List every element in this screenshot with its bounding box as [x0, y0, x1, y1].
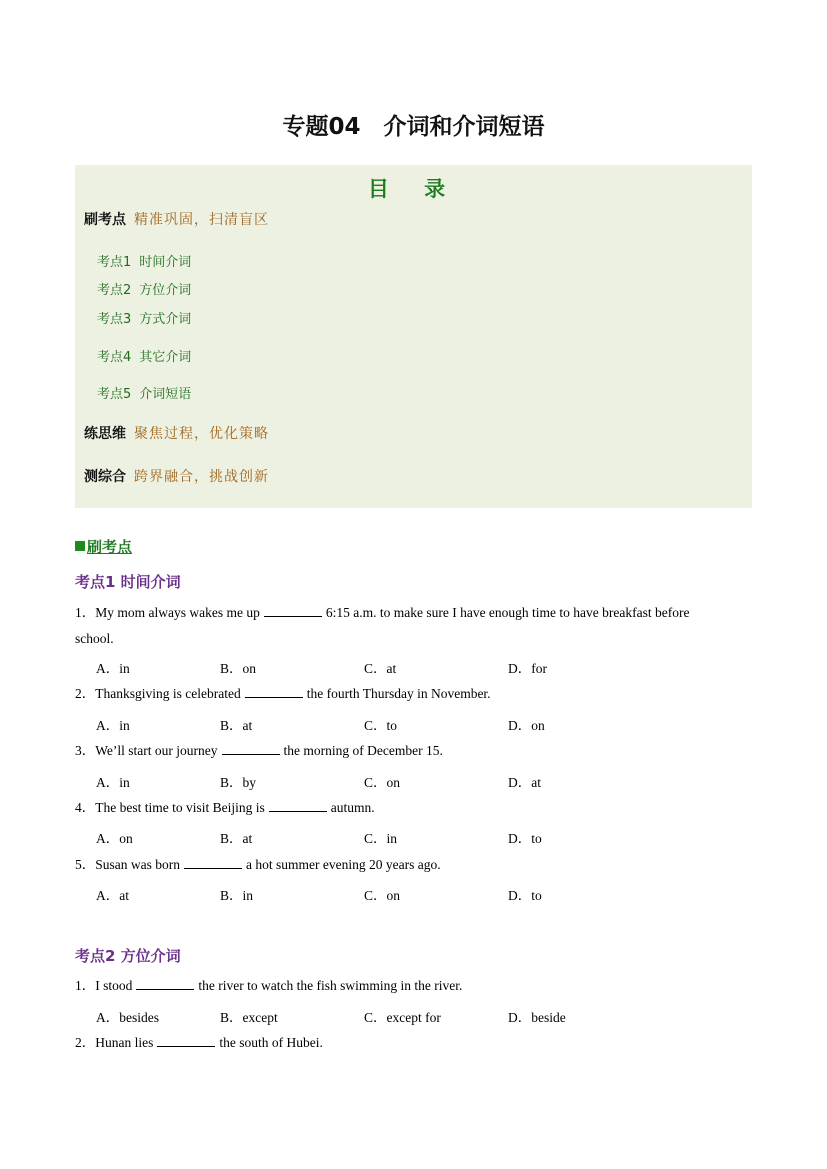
options-row	[96, 1006, 696, 1026]
toc-item-5[interactable]	[97, 383, 191, 402]
question-text: 4．The best time to visit Beijing is	[75, 800, 265, 815]
answer-blank[interactable]	[264, 604, 322, 617]
option-d[interactable]: D．to	[508, 831, 542, 846]
question-text: 3．We’ll start our journey	[75, 743, 218, 758]
toc-item-text: 介词短语	[139, 387, 192, 402]
toc-item-num: 考点4	[97, 350, 132, 365]
options-row	[96, 714, 696, 734]
option-a[interactable]: A．at	[96, 888, 129, 903]
question-text: 5．Susan was born	[75, 857, 180, 872]
option-a[interactable]: A．besides	[96, 1010, 159, 1025]
toc-section-3[interactable]	[84, 466, 269, 486]
toc-section-label: 刷考点	[84, 212, 126, 228]
toc-item-num: 考点1	[97, 255, 132, 270]
question-text: 2．Thanksgiving is celebrated	[75, 686, 241, 701]
option-b[interactable]: B．in	[220, 888, 254, 903]
answer-blank[interactable]	[184, 856, 242, 869]
toc-section-desc: 跨界融合，挑战创新	[134, 469, 269, 485]
option-b[interactable]: B．by	[220, 775, 257, 790]
section-heading	[75, 536, 132, 557]
toc-section-1[interactable]	[84, 209, 269, 229]
options-row	[96, 827, 696, 847]
option-b[interactable]: B．except	[220, 1010, 278, 1025]
toc-item-text: 方式介词	[139, 312, 192, 327]
question-text: the fourth Thursday in November.	[306, 686, 491, 701]
option-c[interactable]: C．to	[364, 718, 398, 733]
option-b[interactable]: B．on	[220, 661, 257, 676]
question-text: the south of Hubei.	[219, 1035, 323, 1050]
toc-item-text: 时间介词	[139, 255, 192, 270]
answer-blank[interactable]	[136, 977, 194, 990]
question-1	[75, 600, 755, 652]
question-text: autumn.	[330, 800, 375, 815]
toc-item-num: 考点3	[97, 312, 132, 327]
option-b[interactable]: B．at	[220, 831, 253, 846]
question-5	[75, 852, 755, 878]
toc-item-4[interactable]	[97, 346, 191, 365]
question-1	[75, 973, 755, 999]
kp2-title: 考点2 方位介词	[75, 947, 181, 965]
options-row	[96, 771, 696, 791]
kp1-title: 考点1 时间介词	[75, 573, 181, 591]
question-text: school.	[75, 631, 114, 646]
question-2	[75, 1030, 755, 1056]
question-text: 2．Hunan lies	[75, 1035, 154, 1050]
question-text: 6:15 a.m. to make sure I have enough time to have breakfast before	[325, 605, 690, 620]
question-text: 1．I stood	[75, 978, 133, 993]
toc-item-2[interactable]	[97, 279, 191, 298]
option-c[interactable]: C．on	[364, 888, 401, 903]
square-bullet-icon	[75, 541, 85, 551]
toc-section-desc: 聚焦过程，优化策略	[134, 426, 269, 442]
section-heading-text: 刷考点	[87, 538, 133, 556]
option-c[interactable]: C．at	[364, 661, 397, 676]
table-of-contents	[75, 165, 752, 508]
options-row	[96, 657, 696, 677]
toc-item-text: 其它介词	[139, 350, 192, 365]
option-b[interactable]: B．at	[220, 718, 253, 733]
option-c[interactable]: C．on	[364, 775, 401, 790]
toc-section-desc: 精准巩固，扫清盲区	[134, 212, 269, 228]
question-3	[75, 738, 755, 764]
option-d[interactable]: D．for	[508, 661, 547, 676]
option-a[interactable]: A．in	[96, 775, 130, 790]
question-text: 1．My mom always wakes me up	[75, 605, 260, 620]
toc-section-2[interactable]	[84, 423, 269, 443]
toc-item-text: 方位介词	[139, 283, 192, 298]
question-4	[75, 795, 755, 821]
toc-item-num: 考点2	[97, 283, 132, 298]
option-c[interactable]: C．except for	[364, 1010, 441, 1025]
toc-section-label: 测综合	[84, 469, 126, 485]
answer-blank[interactable]	[157, 1034, 215, 1047]
question-text: the morning of December 15.	[283, 743, 443, 758]
toc-item-num: 考点5	[97, 387, 132, 402]
toc-section-label: 练思维	[84, 426, 126, 442]
option-d[interactable]: D．to	[508, 888, 542, 903]
answer-blank[interactable]	[269, 799, 327, 812]
option-a[interactable]: A．in	[96, 661, 130, 676]
question-text: a hot summer evening 20 years ago.	[246, 857, 441, 872]
option-d[interactable]: D．on	[508, 718, 545, 733]
answer-blank[interactable]	[222, 742, 280, 755]
option-c[interactable]: C．in	[364, 831, 398, 846]
option-d[interactable]: D．at	[508, 775, 541, 790]
option-d[interactable]: D．beside	[508, 1010, 566, 1025]
option-a[interactable]: A．in	[96, 718, 130, 733]
options-row	[96, 884, 696, 904]
toc-item-1[interactable]	[97, 251, 191, 270]
page-title: 专题04 介词和介词短语	[282, 114, 545, 140]
toc-title: 目 录	[367, 177, 460, 201]
answer-blank[interactable]	[245, 685, 303, 698]
option-a[interactable]: A．on	[96, 831, 133, 846]
question-text: the river to watch the fish swimming in the river.	[198, 978, 463, 993]
question-2	[75, 681, 755, 707]
toc-item-3[interactable]	[97, 308, 191, 327]
